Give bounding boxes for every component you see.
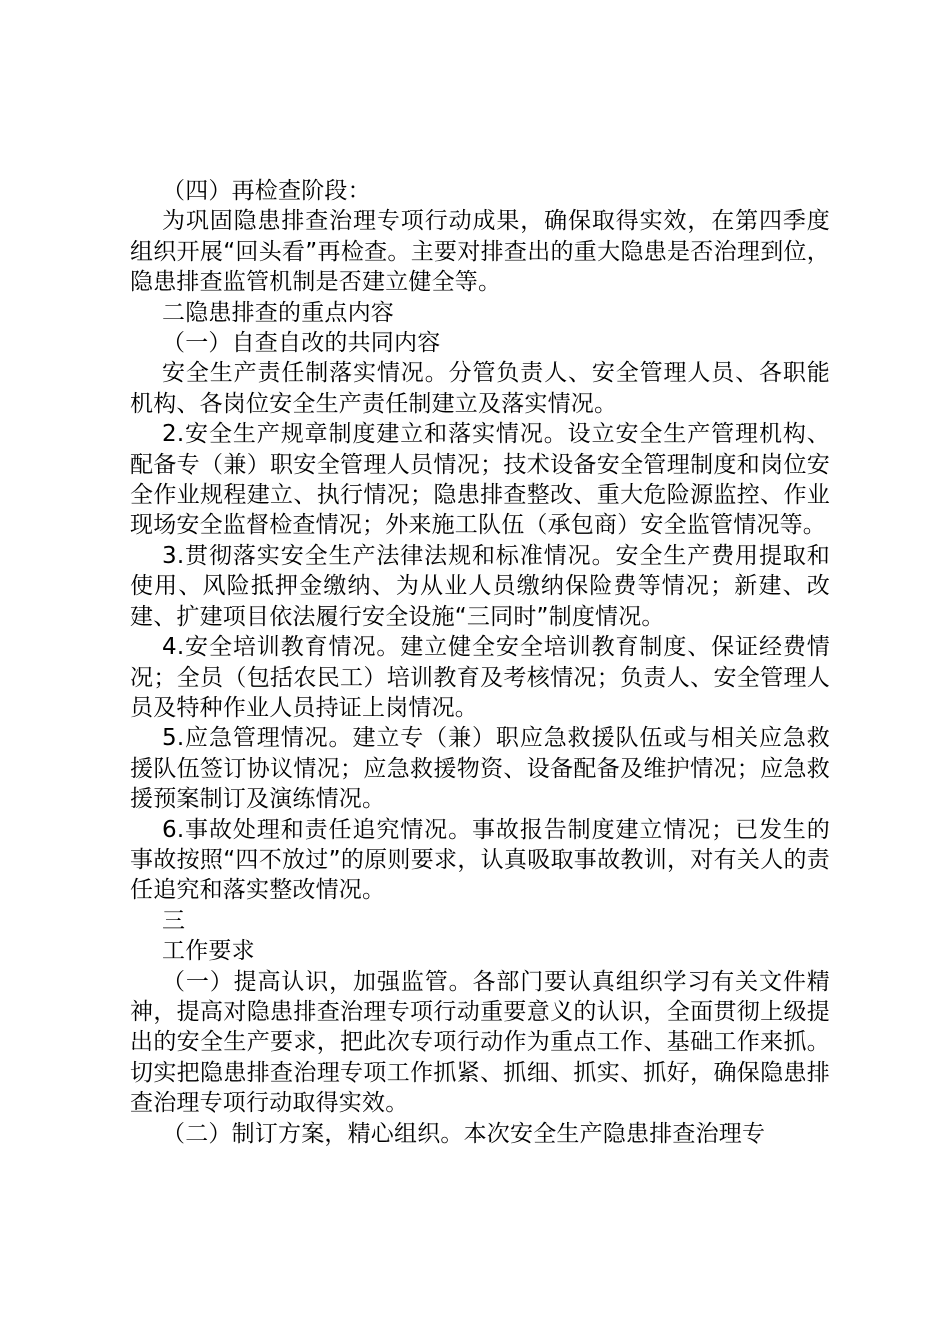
paragraph-requirement-2: （二）制订方案，精心组织。本次安全生产隐患排查治理专 [162,1120,766,1147]
paragraph-item-6: 6.事故处理和责任追究情况。事故报告制度建立情况；已发生的事故按照“四不放过”的原则要求，认真吸取事故教训，对有关人的责任追究和落实整改情况。 [130,816,830,904]
document-body [130,176,830,1149]
paragraph-section-three-heading: 工作要求 [162,938,255,965]
paragraph-requirement-1: （一）提高认识，加强监管。各部门要认真组织学习有关文件精神，提高对隐患排查治理专项行动重要意义的认识，全面贯彻上级提出的安全生产要求，把此次专项行动作为重点工作、基础工作来抓。切实把隐患排查治理专项工作抓紧、抓细、抓实、抓好，确保隐患排查治理专项行动取得实效。 [130,968,830,1117]
paragraph-section-three-number: 三 [162,907,186,934]
paragraph-item-4: 4.安全培训教育情况。建立健全安全培训教育制度、保证经费情况；全员（包括农民工）培训教育及考核情况；负责人、安全管理人员及特种作业人员持证上岗情况。 [130,634,830,721]
paragraph-section-two-heading: 二隐患排查的重点内容 [162,299,394,326]
paragraph-stage-four-body: 为巩固隐患排查治理专项行动成果，确保取得实效，在第四季度组织开展“回头看”再检查。主要对排查出的重大隐患是否治理到位，隐患排查监管机制是否建立健全等。 [130,208,830,296]
paragraph-item-3: 3.贯彻落实安全生产法律法规和标准情况。安全生产费用提取和使用、风险抵押金缴纳、为从业人员缴纳保险费等情况；新建、改建、扩建项目依法履行安全设施“三同时”制度情况。 [130,542,830,630]
paragraph-item-5: 5.应急管理情况。建立专（兼）职应急救援队伍或与相关应急救援队伍签订协议情况；应急救援物资、设备配备及维护情况；应急救援预案制订及演练情况。 [130,725,830,813]
paragraph-stage-four-heading: （四）再检查阶段： [162,178,371,204]
paragraph-item-2: 2.安全生产规章制度建立和落实情况。设立安全生产管理机构、配备专（兼）职安全管理人员情况；技术设备安全管理制度和岗位安全作业规程建立、执行情况；隐患排查整改、重大危险源监控、作业现场安全监督检查情况；外来施工队伍（承包商）安全监管情况等。 [130,421,830,539]
paragraph-responsibility: 安全生产责任制落实情况。分管负责人、安全管理人员、各职能机构、各岗位安全生产责任制建立及落实情况。 [130,360,830,417]
paragraph-common-content-heading: （一）自查自改的共同内容 [162,330,441,357]
